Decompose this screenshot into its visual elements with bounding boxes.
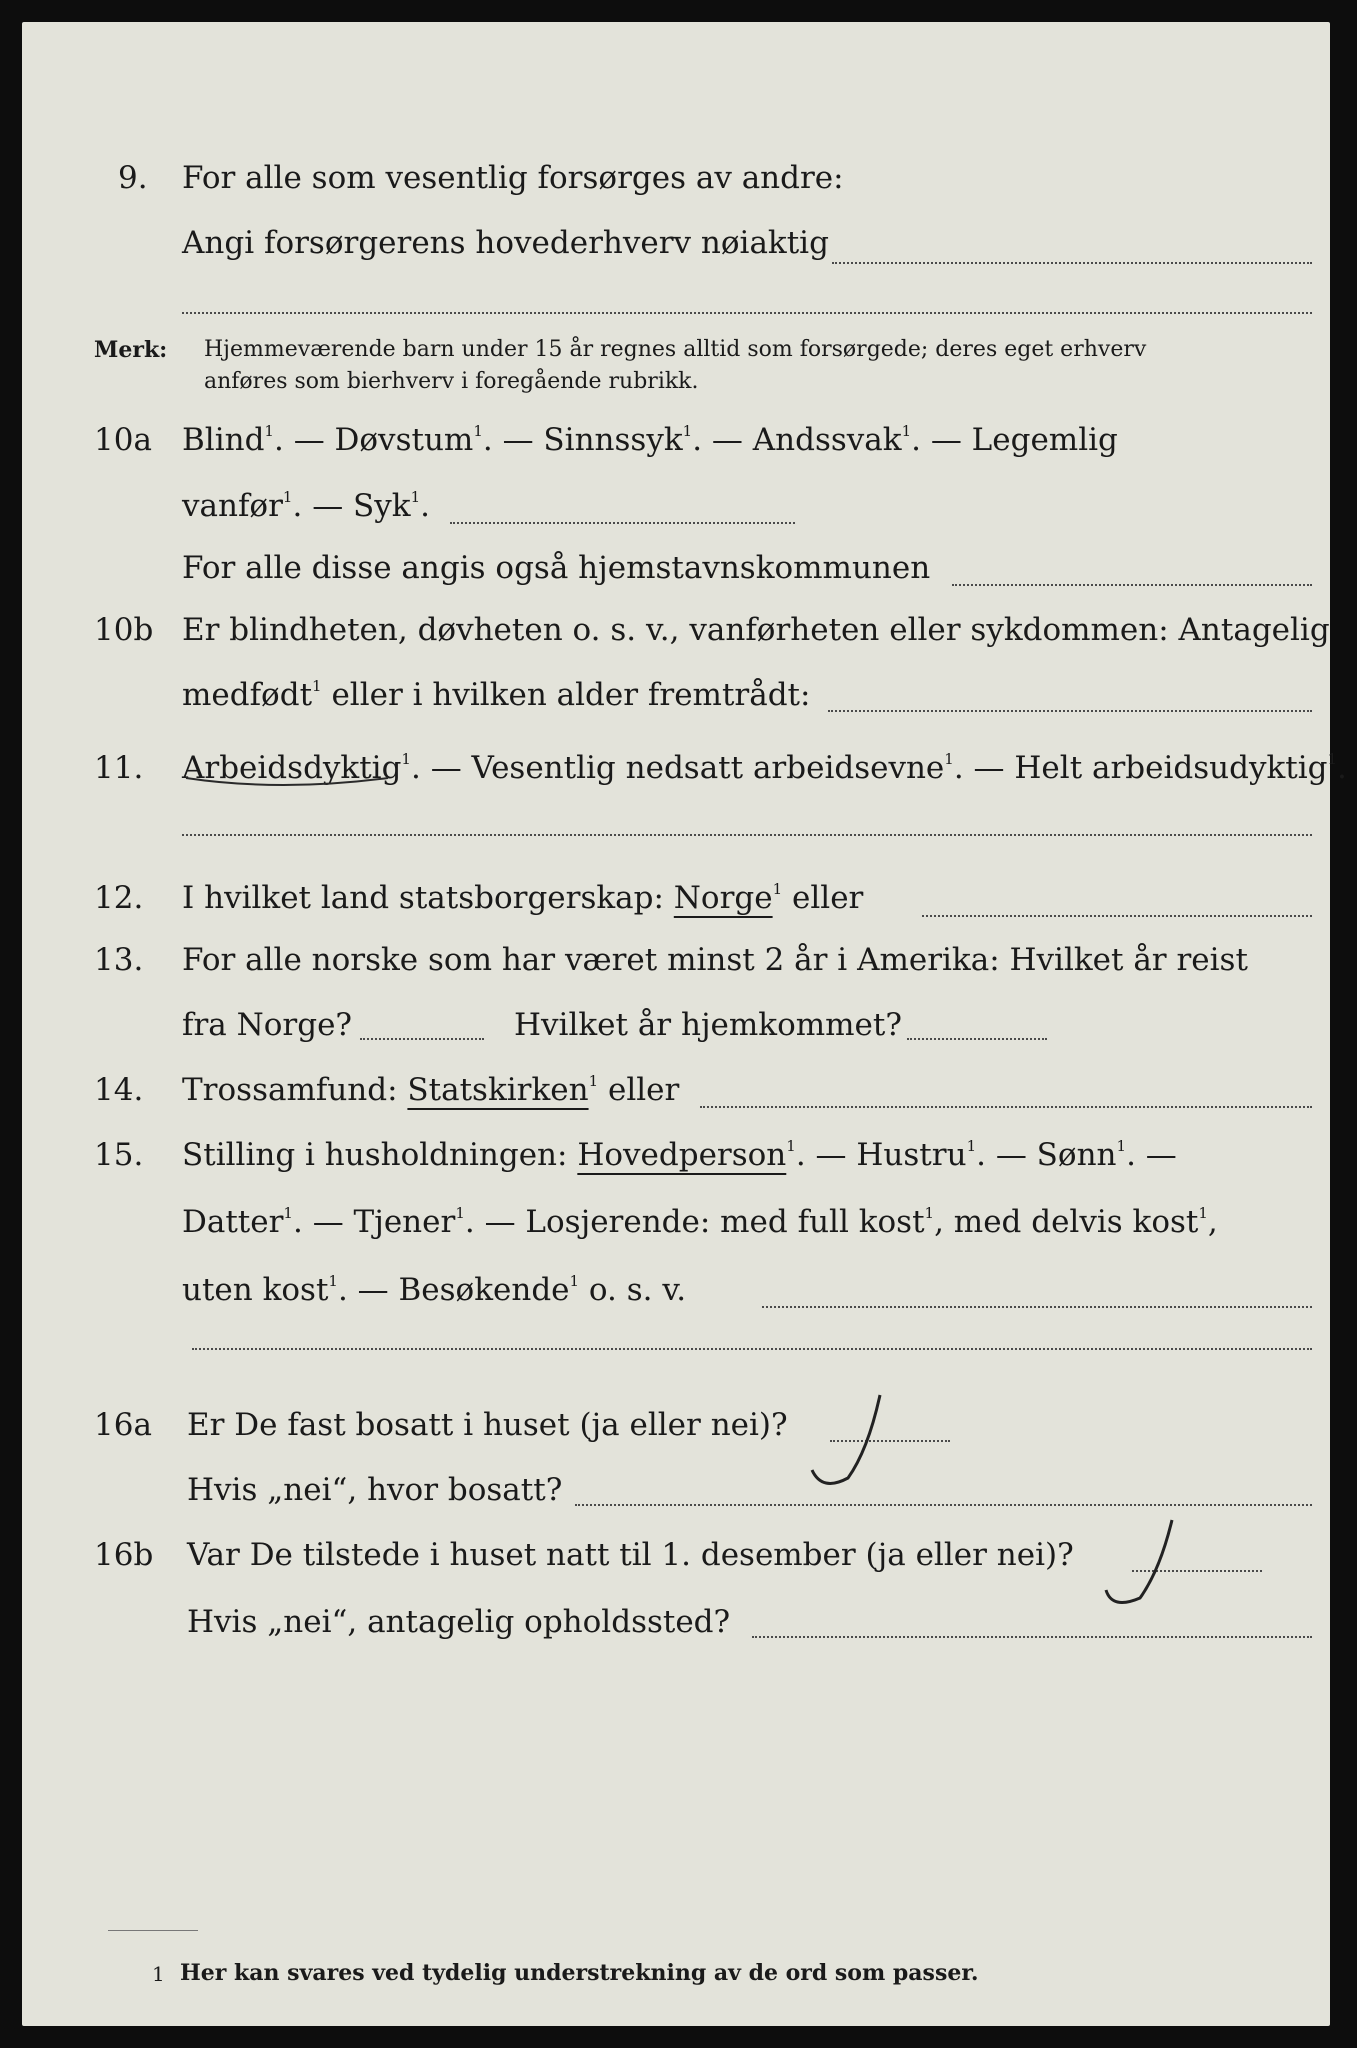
option-vanfor: vanfør — [182, 488, 283, 524]
q13-fra-norge: fra Norge? — [182, 1007, 353, 1043]
q16a-answer-line[interactable] — [830, 1440, 950, 1442]
footnote-ref: 1 — [312, 677, 322, 695]
footnote-ref: 1 — [966, 1137, 977, 1155]
footnote-mark: 1 — [152, 1962, 165, 1986]
option-sonn: — Sønn — [995, 1137, 1117, 1173]
option-syk: — Syk — [312, 488, 411, 524]
option-tjener: — Tjener — [312, 1204, 456, 1240]
q12-row — [182, 880, 863, 916]
q9-answer-line-2[interactable] — [182, 312, 1312, 314]
footnote-ref: 1 — [682, 422, 693, 440]
footnote-ref: 1 — [264, 422, 274, 440]
option-uten-kost: uten kost — [182, 1272, 329, 1308]
footnote-ref: 1 — [901, 422, 912, 440]
q10b-question: Er blindheten, døvheten o. s. v., vanførheten eller sykdommen: Antagelig — [182, 612, 1330, 648]
q9-number: 9. — [118, 160, 148, 196]
q14-eller: eller — [607, 1072, 680, 1108]
footnote-ref: 1 — [328, 1272, 338, 1290]
merk-text-1: Hjemmeværende barn under 15 år regnes alltid som forsørgede; deres eget erhverv — [204, 337, 1147, 362]
q15-answer-line-2[interactable] — [192, 1348, 1312, 1350]
q15-row-3: uten kost$^1$. — Besøkende$^1$ o. s. v. — [182, 1272, 687, 1308]
q9-instruction: Angi forsørgerens hovederhverv nøiaktig — [182, 225, 829, 261]
option-medfodt: medfødt — [182, 677, 313, 713]
q13-hjemkommet: Hvilket år hjemkommet? — [514, 1007, 902, 1043]
footnote-ref: 1 — [786, 1137, 796, 1155]
option-helt-udyktig: — Helt arbeidsudyktig — [973, 750, 1328, 786]
option-norge: Norge — [673, 880, 773, 916]
q16b-opholdssted-line[interactable] — [752, 1636, 1312, 1638]
option-blind: Blind — [182, 422, 265, 458]
option-hustru: — Hustru — [815, 1137, 967, 1173]
footnote-ref: 1 — [455, 1204, 465, 1222]
q14-answer-line[interactable] — [700, 1106, 1312, 1108]
footnote-ref: 1 — [1327, 750, 1338, 768]
q10a-hjemstavn: For alle disse angis også hjemstavnskommunen — [182, 550, 931, 586]
q10a-number: 10a — [94, 422, 152, 458]
merk-text-2: anføres som bierhverv i foregående rubrikk. — [204, 369, 699, 394]
footnote-ref: 1 — [282, 488, 293, 506]
q15-answer-line[interactable] — [762, 1306, 1312, 1308]
q12-number: 12. — [94, 880, 144, 916]
q12-answer-line[interactable] — [922, 915, 1312, 917]
q9-question: For alle som vesentlig forsørges av andre: — [182, 160, 844, 196]
q10b-alder-text: eller i hvilken alder fremtrådt: — [331, 677, 811, 713]
option-delvis-kost: , med delvis kost — [934, 1204, 1199, 1240]
q16a-question: Er De fast bosatt i huset (ja eller nei)? — [187, 1407, 788, 1443]
q13-fra-norge-line[interactable] — [360, 1038, 484, 1040]
q15-osv: o. s. v. — [588, 1272, 687, 1308]
option-sinnssyk: — Sinnssyk — [502, 422, 683, 458]
q10b-number: 10b — [94, 612, 154, 648]
q12-eller: eller — [792, 880, 864, 916]
option-legemlig: — Legemlig — [930, 422, 1118, 458]
footnote-ref: 1 — [473, 422, 483, 440]
q15-number: 15. — [94, 1137, 144, 1173]
option-hovedperson: Hovedperson — [577, 1137, 787, 1173]
merk-label: Merk: — [94, 337, 168, 363]
option-besokende: — Besøkende — [357, 1272, 570, 1308]
q13-hjemkommet-line[interactable] — [907, 1038, 1047, 1040]
q15-row-1: Stilling i husholdningen: Hovedperson$^1$. — Hustru$^1$. — Sønn$^1$. — — [182, 1137, 1177, 1173]
q13-number: 13. — [94, 942, 144, 978]
q10b-row-2 — [182, 677, 810, 713]
option-statskirken: Statskirken — [407, 1072, 589, 1108]
q14-question: Trossamfund: — [182, 1072, 398, 1108]
q10a-row-1: Blind$^1$. — Døvstum$^1$. — Sinnssyk$^1$. — Andssvak$^1$. — Legemlig — [182, 422, 1118, 458]
q15-comma: , — [1207, 1204, 1218, 1240]
q13-question: For alle norske som har været minst 2 år i Amerika: Hvilket år reist — [182, 942, 1248, 978]
option-dovstum: — Døvstum — [293, 422, 474, 458]
q10b-answer-line[interactable] — [828, 710, 1312, 712]
q11-row: Arbeidsdyktig$^1$. — Vesentlig nedsatt arbeidsevne$^1$. — Helt arbeidsudyktig$^1$. — [182, 750, 1347, 786]
footnote-ref: 1 — [283, 1204, 293, 1222]
footnote-ref: 1 — [924, 1204, 935, 1222]
q12-question: I hvilket land statsborgerskap: — [182, 880, 664, 916]
q10a-row-2: vanfør$^1$. — Syk$^1$. — [182, 488, 430, 524]
q10a-hjemstavn-line[interactable] — [952, 584, 1312, 586]
option-andssvak: — Andssvak — [711, 422, 902, 458]
option-arbeidsdyktig: Arbeidsdyktig — [182, 750, 402, 786]
footnote-ref: 1 — [944, 750, 954, 768]
footnote-ref: 1 — [772, 880, 783, 898]
q16a-number: 16a — [94, 1407, 152, 1443]
footnote-ref: 1 — [401, 750, 411, 768]
q15-question: Stilling i husholdningen: — [182, 1137, 568, 1173]
option-vesentlig-nedsatt: — Vesentlig nedsatt arbeidsevne — [430, 750, 945, 786]
q14-number: 14. — [94, 1072, 144, 1108]
q16b-answer-line[interactable] — [1132, 1570, 1262, 1572]
q14-row — [182, 1072, 679, 1108]
q15-dash: — — [1145, 1137, 1177, 1173]
q9-answer-line[interactable] — [832, 262, 1312, 264]
q16b-question: Var De tilstede i huset natt til 1. desember (ja eller nei)? — [187, 1537, 1074, 1573]
footnote-rule — [108, 1930, 198, 1931]
census-form-page — [22, 22, 1347, 2026]
footnote-ref: 1 — [1116, 1137, 1127, 1155]
q11-answer-line[interactable] — [182, 834, 1312, 836]
footnote-ref: 1 — [410, 488, 421, 506]
footnote-text: Her kan svares ved tydelig understrekning av de ord som passer. — [180, 1960, 979, 1986]
footnote-ref: 1 — [588, 1072, 599, 1090]
q15-row-2: Datter$^1$. — Tjener$^1$. — Losjerende: med full kost$^1$, med delvis kost$^1$, — [182, 1204, 1218, 1240]
q16b-number: 16b — [94, 1537, 154, 1573]
footnote-ref: 1 — [569, 1272, 580, 1290]
option-datter: Datter — [182, 1204, 284, 1240]
footnote-ref: 1 — [1198, 1204, 1208, 1222]
option-losjerende-full: — Losjerende: med full kost — [484, 1204, 925, 1240]
q11-number: 11. — [94, 750, 144, 786]
q16a-hvor-bosatt-line[interactable] — [575, 1504, 1312, 1506]
q10a-answer-line[interactable] — [450, 522, 795, 524]
q16a-hvor-bosatt: Hvis „nei“, hvor bosatt? — [187, 1472, 563, 1508]
q16b-opholdssted: Hvis „nei“, antagelig opholdssted? — [187, 1604, 731, 1640]
